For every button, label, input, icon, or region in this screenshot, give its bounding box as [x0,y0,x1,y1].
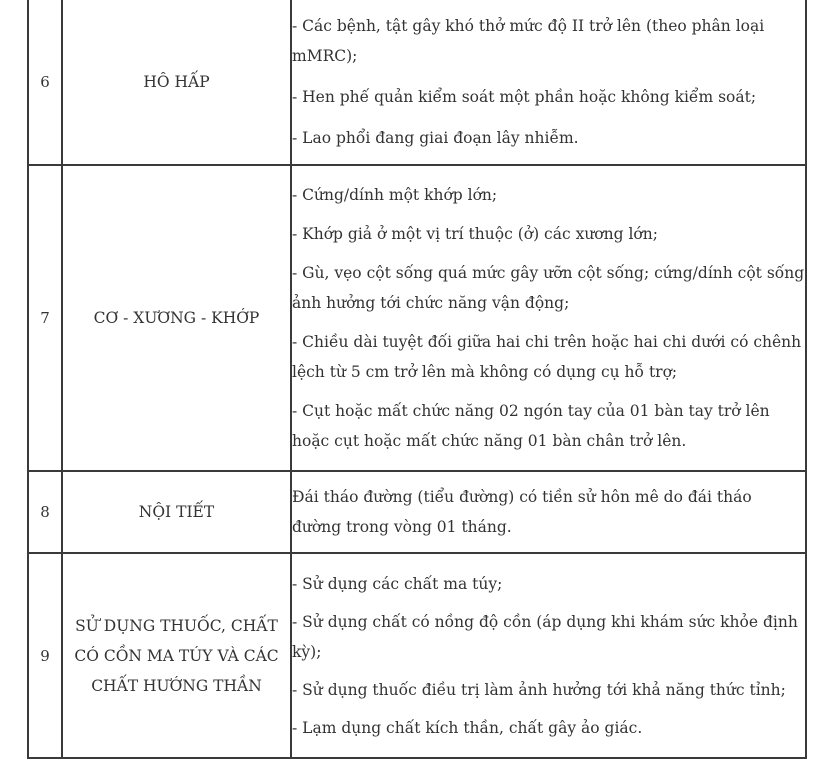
condition-item: - Các bệnh, tật gây khó thở mức độ II trở lên (theo phân loại mMRC); [292,17,765,65]
condition-item: - Sử dụng thuốc điều trị làm ảnh hưởng tới khả năng thức tỉnh; [292,680,786,699]
condition-item: - Cụt hoặc mất chức năng 02 ngón tay của 01 bàn tay trở lên hoặc cụt hoặc mất chức năng 01 bàn chân trở lên. [292,402,770,450]
condition-item: Đái tháo đường (tiểu đường) có tiền sử hôn mê do đái tháo đường trong vòng 01 tháng. [292,488,752,536]
condition-item: - Hen phế quản kiểm soát một phần hoặc không kiểm soát; [292,88,757,106]
group-name: HÔ HẤP [62,0,291,165]
condition-item: - Chiều dài tuyệt đối giữa hai chi trên hoặc hai chi dưới có chênh lệch từ 5 cm trở lên mà không có dụng cụ hỗ trợ; [292,333,802,381]
condition-item: - Lạm dụng chất kích thần, chất gây ảo giác. [292,718,643,737]
conditions-cell [291,0,806,165]
condition-item: - Cứng/dính một khớp lớn; [292,186,498,204]
condition-item: - Khớp giả ở một vị trí thuộc (ở) các xương lớn; [292,225,658,243]
condition-item: - Lao phổi đang giai đoạn lây nhiễm. [292,129,579,147]
table-row [28,553,806,758]
group-name: CƠ - XƯƠNG - KHỚP [62,165,291,471]
condition-item: - Gù, vẹo cột sống quá mức gây ưỡn cột sống; cứng/dính cột sống ảnh hưởng tới chức năng vận động; [292,264,805,312]
row-number: 8 [28,471,62,553]
group-name: NỘI TIẾT [62,471,291,553]
condition-item: - Sử dụng chất có nồng độ cồn (áp dụng khi khám sức khỏe định kỳ); [292,612,798,661]
conditions-cell [291,165,806,471]
row-number: 6 [28,0,62,165]
conditions-cell [291,471,806,553]
row-number: 7 [28,165,62,471]
table-row [28,165,806,471]
row-number: 9 [28,553,62,758]
table-row [28,0,806,165]
table-row [28,471,806,553]
group-name: SỬ DỤNG THUỐC, CHẤT CÓ CỒN MA TÚY VÀ CÁC CHẤT HƯỚNG THẦN [62,553,291,758]
health-conditions-table [27,0,807,759]
conditions-cell [291,553,806,758]
condition-item: - Sử dụng các chất ma túy; [292,574,503,593]
